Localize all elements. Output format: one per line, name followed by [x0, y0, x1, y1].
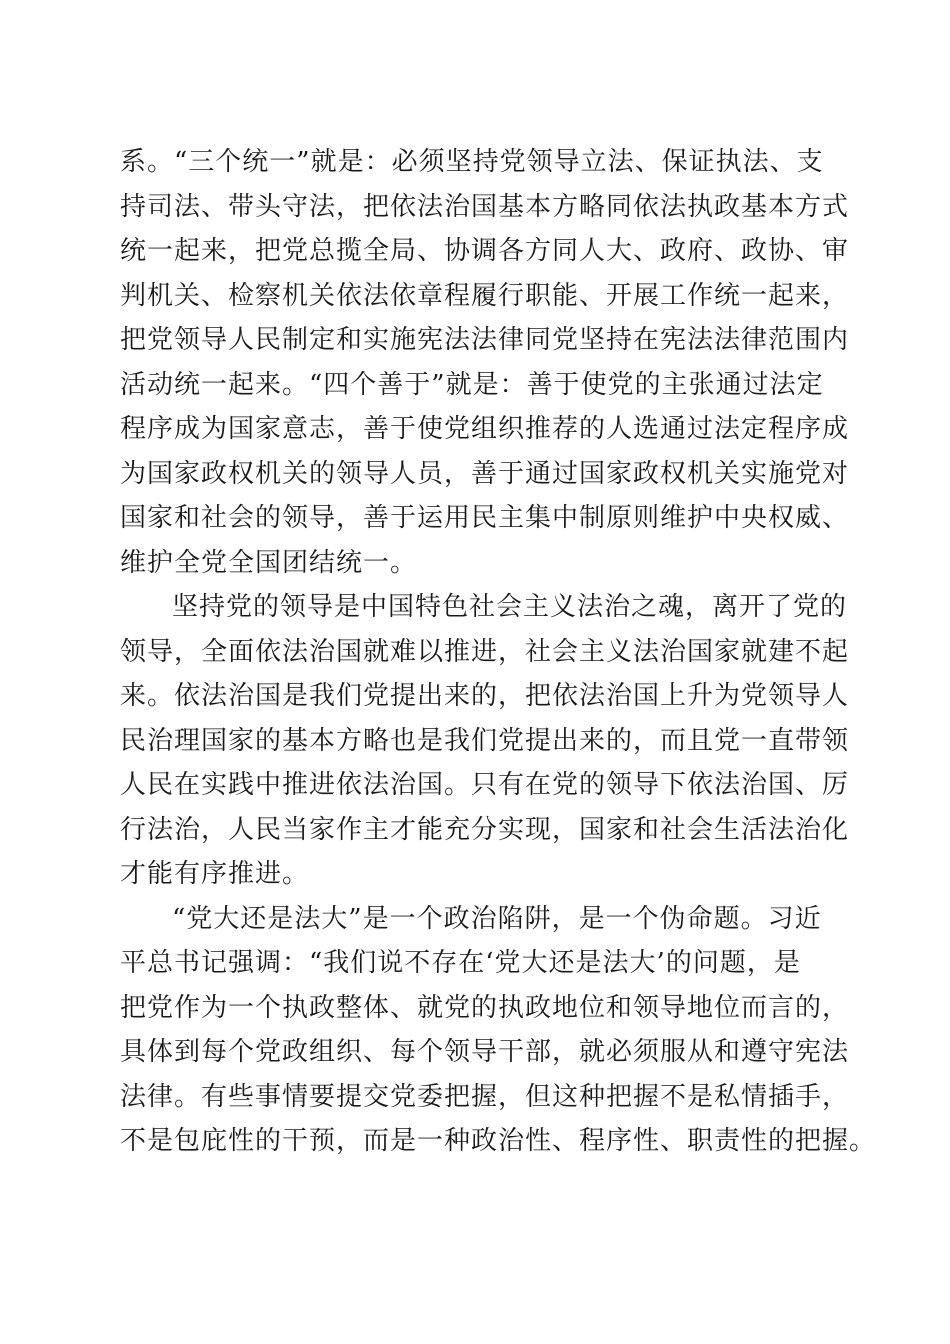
text-line: 持司法、带头守法，把依法治国基本方略同依法执政基本方式 [120, 191, 850, 222]
text-line: 统一起来，把党总揽全局、协调各方同人大、政府、政协、审 [120, 236, 850, 266]
text-line: 来。依法治国是我们党提出来的，把依法治国上升为党领导人 [120, 681, 850, 711]
text-line: 不是包庇性的干预，而是一种政治性、程序性、职责性的把握。 [120, 1126, 877, 1156]
text-line: 坚持党的领导是中国特色社会主义法治之魂，离开了党的 [172, 592, 848, 622]
text-line: 平总书记强调：“我们说不存在‘党大还是法大’的问题，是 [120, 948, 801, 978]
text-line: 国家和社会的领导，善于运用民主集中制原则维护中央权威、 [120, 503, 850, 533]
text-line: 民治理国家的基本方略也是我们党提出来的，而且党一直带领 [120, 725, 850, 756]
text-line: 为国家政权机关的领导人员，善于通过国家政权机关实施党对 [120, 458, 850, 489]
text-line: 行法治，人民当家作主才能充分实现，国家和社会生活法治化 [120, 814, 850, 845]
text-line: 领导，全面依法治国就难以推进，社会主义法治国家就建不起 [120, 636, 850, 667]
text-line: 判机关、检察机关依法依章程履行职能、开展工作统一起来， [120, 280, 850, 311]
text-line: 活动统一起来。“四个善于”就是：善于使党的主张通过法定 [120, 369, 824, 400]
paragraph-2 [120, 585, 850, 897]
text-line: 维护全党全国团结统一。 [120, 547, 418, 578]
text-line: 才能有序推进。 [120, 859, 310, 889]
text-line: 法律。有些事情要提交党委把握，但这种把握不是私情插手， [120, 1081, 850, 1112]
text-line: “党大还是法大”是一个政治陷阱，是一个伪命题。习近 [172, 903, 822, 934]
text-line: 程序成为国家意志，善于使党组织推荐的人选通过法定程序成 [120, 414, 850, 444]
text-line: 系。“三个统一”就是：必须坚持党领导立法、保证执法、支 [120, 147, 824, 177]
paragraph-3 [120, 897, 877, 1164]
text-line: 把党领导人民制定和实施宪法法律同党坚持在宪法法律范围内 [120, 325, 850, 355]
text-line: 把党作为一个执政整体、就党的执政地位和领导地位而言的， [120, 992, 850, 1023]
text-line: 具体到每个党政组织、每个领导干部，就必须服从和遵守宪法 [120, 1037, 850, 1067]
paragraph-1 [120, 140, 850, 585]
text-line: 人民在实践中推进依法治国。只有在党的领导下依法治国、厉 [120, 770, 850, 800]
document-body [120, 140, 877, 1164]
